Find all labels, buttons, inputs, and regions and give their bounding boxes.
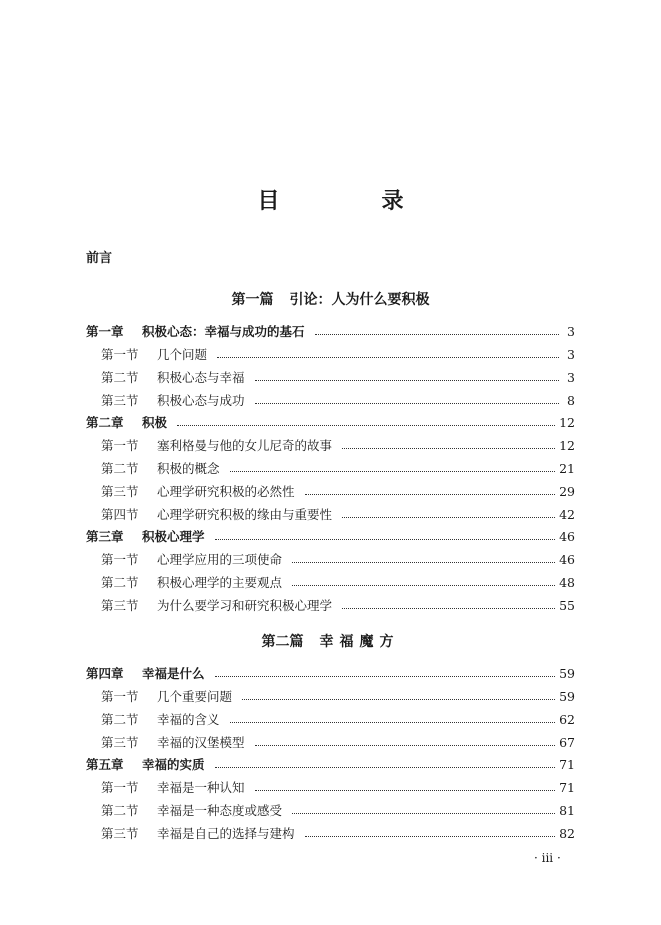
dot-leader [255, 380, 559, 381]
chapter-label: 第五章 [86, 757, 124, 772]
dot-leader [305, 836, 556, 837]
section-name: 积极的概念 [157, 461, 220, 476]
toc-section-entry [86, 367, 575, 387]
toc-section-entry [86, 435, 575, 455]
section-name: 心理学应用的三项使命 [157, 552, 283, 567]
toc-chapter-entry [86, 412, 575, 432]
toc-chapter-entry [86, 526, 575, 546]
toc-section-entry [86, 686, 575, 706]
page-number: 62 [559, 711, 575, 727]
dot-leader [292, 585, 555, 586]
dot-leader [305, 494, 556, 495]
dot-leader [292, 562, 555, 563]
page-number: 46 [559, 551, 575, 567]
chapter-name: 幸福的实质 [142, 757, 205, 772]
part-name: 引论：人为什么要积极 [289, 292, 430, 308]
section-name: 心理学研究积极的缘由与重要性 [157, 507, 333, 522]
section-label: 第二节 [101, 461, 139, 476]
toc-section-entry [86, 344, 575, 364]
part-label: 第二篇 [261, 634, 304, 650]
section-name: 几个问题 [157, 347, 208, 362]
page-number: 42 [559, 506, 575, 522]
page-number: 71 [559, 779, 575, 795]
page-number: 81 [559, 802, 575, 818]
chapter-name: 积极心理学 [142, 529, 205, 544]
section-name: 幸福是自己的选择与建构 [157, 826, 295, 841]
chapter-label: 第四章 [86, 666, 124, 681]
section-label: 第一节 [101, 347, 139, 362]
section-name: 塞利格曼与他的女儿尼奇的故事 [157, 438, 333, 453]
dot-leader [315, 334, 559, 335]
page-number: 12 [559, 437, 575, 453]
page-number: 71 [559, 756, 575, 772]
page-number: 48 [559, 574, 575, 590]
page-number: 3 [567, 369, 575, 385]
page-folio: · iii · [534, 851, 561, 865]
dot-leader [230, 722, 556, 723]
toc-title: 目 录 [257, 189, 444, 214]
section-label: 第一节 [101, 552, 139, 567]
chapter-label: 第一章 [86, 324, 124, 339]
dot-leader [177, 425, 555, 426]
toc-section-entry [86, 732, 575, 752]
dot-leader [230, 471, 556, 472]
toc-chapter-entry [86, 321, 575, 341]
section-label: 第二节 [101, 370, 139, 385]
dot-leader [215, 676, 556, 677]
section-label: 第四节 [101, 507, 139, 522]
part-label: 第一篇 [231, 292, 274, 308]
chapter-label: 第二章 [86, 415, 124, 430]
page-number: 3 [567, 346, 575, 362]
toc-chapter-entry [86, 663, 575, 683]
section-name: 积极心理学的主要观点 [157, 575, 283, 590]
section-label: 第二节 [101, 803, 139, 818]
dot-leader [255, 745, 556, 746]
page-number: 21 [559, 460, 575, 476]
section-label: 第三节 [101, 598, 139, 613]
part-heading [0, 289, 661, 309]
section-name: 幸福的汉堡模型 [157, 735, 245, 750]
toc-chapter-entry [86, 754, 575, 774]
section-label: 第三节 [101, 826, 139, 841]
page-number: 82 [559, 825, 575, 841]
page-number: 55 [559, 597, 575, 613]
toc-section-entry [86, 709, 575, 729]
chapter-name: 积极心态：幸福与成功的基石 [142, 324, 305, 339]
section-label: 第一节 [101, 689, 139, 704]
section-name: 心理学研究积极的必然性 [157, 484, 295, 499]
section-name: 幸福是一种认知 [157, 780, 245, 795]
dot-leader [255, 403, 559, 404]
section-name: 幸福是一种态度或感受 [157, 803, 283, 818]
dot-leader [342, 517, 555, 518]
section-label: 第一节 [101, 780, 139, 795]
section-name: 为什么要学习和研究积极心理学 [157, 598, 333, 613]
chapter-label: 第三章 [86, 529, 124, 544]
dot-leader [342, 608, 555, 609]
section-label: 第一节 [101, 438, 139, 453]
dot-leader [215, 767, 556, 768]
dot-leader [255, 790, 556, 791]
page-number: 59 [559, 665, 575, 681]
toc-section-entry [86, 823, 575, 843]
section-name: 幸福的含义 [157, 712, 220, 727]
toc-section-entry [86, 549, 575, 569]
dot-leader [292, 813, 555, 814]
section-name: 积极心态与幸福 [157, 370, 245, 385]
toc-section-entry [86, 504, 575, 524]
dot-leader [217, 357, 559, 358]
page-number: 3 [567, 323, 575, 339]
dot-leader [242, 699, 555, 700]
chapter-name: 幸福是什么 [142, 666, 205, 681]
section-label: 第三节 [101, 735, 139, 750]
section-name: 积极心态与成功 [157, 393, 245, 408]
page-number: 67 [559, 734, 575, 750]
toc-section-entry [86, 777, 575, 797]
part-name: 幸福魔方 [319, 634, 400, 650]
section-label: 第二节 [101, 712, 139, 727]
preface-entry: 前言 [86, 251, 113, 266]
toc-section-entry [86, 572, 575, 592]
section-name: 几个重要问题 [157, 689, 233, 704]
section-label: 第二节 [101, 575, 139, 590]
section-label: 第三节 [101, 484, 139, 499]
toc-section-entry [86, 595, 575, 615]
toc-section-entry [86, 458, 575, 478]
page-number: 8 [567, 392, 575, 408]
chapter-name: 积极 [142, 415, 168, 430]
page-number: 46 [559, 528, 575, 544]
dot-leader [342, 448, 555, 449]
toc-section-entry [86, 800, 575, 820]
part-heading [0, 631, 661, 651]
section-label: 第三节 [101, 393, 139, 408]
page-number: 29 [559, 483, 575, 499]
page-number: 59 [559, 688, 575, 704]
toc-section-entry [86, 481, 575, 501]
toc-section-entry [86, 390, 575, 410]
dot-leader [215, 539, 556, 540]
page-number: 12 [559, 414, 575, 430]
